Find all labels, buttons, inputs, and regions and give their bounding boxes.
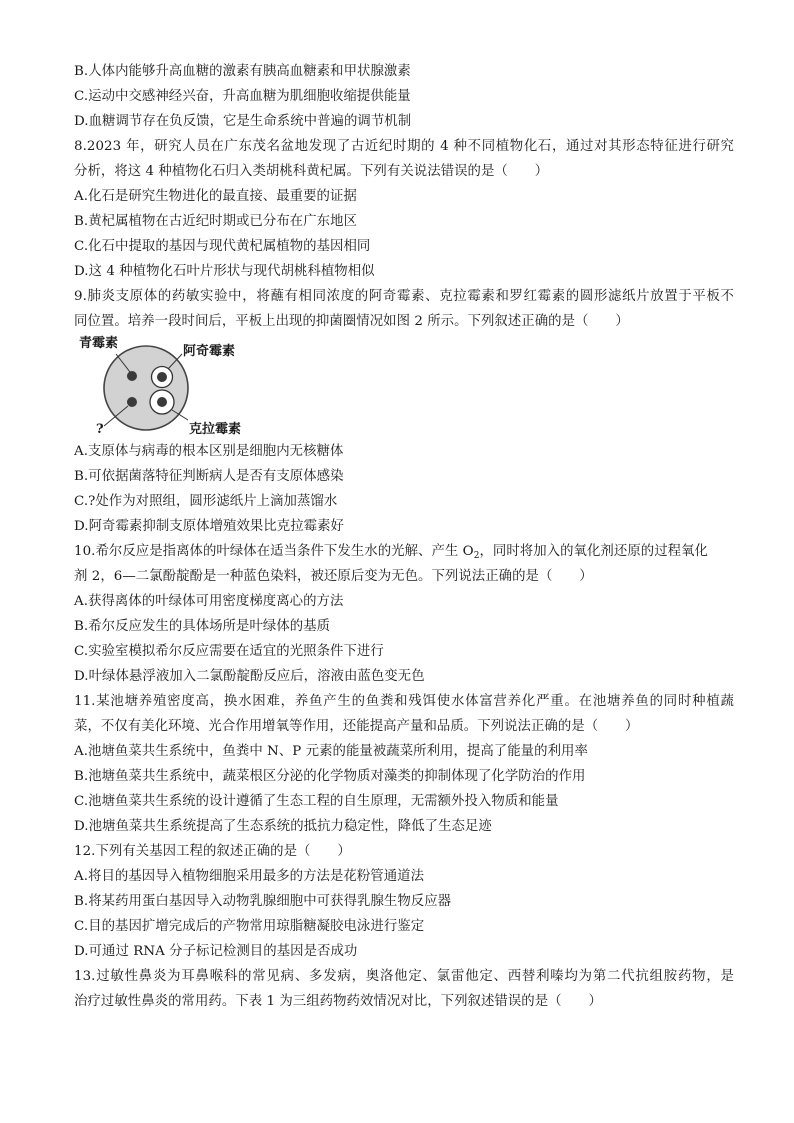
q9-option-a: A.支原体与病毒的根本区别是细胞内无核糖体: [74, 444, 344, 459]
q8-stem-line1: 8.2023 年，研究人员在广东茂名盆地发现了古近纪时期的 4 种不同植物化石，通过对其形态特征进行研究: [74, 139, 734, 154]
q9-option-d: D.阿奇霉素抑制支原体增殖效果比克拉霉素好: [74, 519, 344, 534]
q10-option-a: A.获得离体的叶绿体可用密度梯度离心的方法: [74, 594, 344, 609]
q8-option-b: B.黄杞属植物在古近纪时期或已分布在广东地区: [74, 214, 358, 229]
q8-stem-line2: 分析，将这 4 种植物化石归入类胡桃科黄杞属。下列有关说法错误的是（ ）: [74, 164, 549, 179]
label-azithromycin: 阿奇霉素: [183, 344, 236, 359]
penicillin-disc: [127, 371, 137, 381]
label-clarithromycin: 克拉霉素: [189, 422, 242, 437]
oxygen-subscript: 2: [473, 551, 480, 561]
q7-option-c: C.运动中交感神经兴奋，升高血糖为肌细胞收缩提供能量: [74, 89, 411, 104]
agar-plate: [104, 346, 188, 430]
label-unknown: ?: [96, 422, 104, 437]
unknown-disc: [127, 397, 137, 407]
q12-option-d: D.可通过 RNA 分子标记检测目的基因是否成功: [74, 944, 358, 959]
q10-stem-line2: 剂 2，6—二氯酚靛酚是一种蓝色染料，被还原后变为无色。下列说法正确的是（ ）: [74, 569, 593, 584]
q11-stem-line1: 11.某池塘养殖密度高，换水困难，养鱼产生的鱼粪和残饵使水体富营养化严重。在池塘养鱼的同时种植蔬: [74, 694, 734, 709]
plate-figure: [76, 336, 266, 440]
q12-stem: 12.下列有关基因工程的叙述正确的是（ ）: [74, 844, 351, 859]
q12-option-c: C.目的基因扩增完成后的产物常用琼脂糖凝胶电泳进行鉴定: [74, 919, 425, 934]
label-penicillin: 青霉素: [79, 336, 119, 351]
q8-option-d: D.这 4 种植物化石叶片形状与现代胡桃科植物相似: [74, 264, 375, 279]
q11-stem-line2: 菜，不仅有美化环境、光合作用增氧等作用，还能提高产量和品质。下列说法正确的是（ ）: [74, 719, 639, 734]
q10-stem-line1: [74, 543, 734, 565]
q11-option-a: A.池塘鱼菜共生系统中，鱼粪中 N、P 元素的能量被蔬菜所利用，提高了能量的利用率: [74, 744, 588, 759]
q11-option-d: D.池塘鱼菜共生系统提高了生态系统的抵抗力稳定性，降低了生态足迹: [74, 819, 492, 834]
q10-stem-line1-b: ，同时将加入的氧化剂还原的过程氧化: [479, 544, 708, 559]
q7-option-b: B.人体内能够升高血糖的激素有胰高血糖素和甲状腺激素: [74, 64, 411, 79]
q7-option-d: D.血糖调节存在负反馈，它是生命系统中普遍的调节机制: [74, 114, 412, 129]
clarithromycin-disc: [157, 397, 167, 407]
azithromycin-disc: [157, 372, 167, 382]
q9-option-c: C.?处作为对照组，圆形滤纸片上滴加蒸馏水: [74, 494, 338, 509]
q13-stem-line1: 13.过敏性鼻炎为耳鼻喉科的常见病、多发病，奥洛他定、氯雷他定、西替利嗪均为第二代抗组胺药物，是: [74, 969, 734, 984]
q10-option-d: D.叶绿体悬浮液加入二氯酚靛酚反应后，溶液由蓝色变无色: [74, 669, 425, 684]
q11-option-b: B.池塘鱼菜共生系统中，蔬菜根区分泌的化学物质对藻类的抑制体现了化学防治的作用: [74, 769, 586, 784]
q9-stem-line2: 同位置。培养一段时间后，平板上出现的抑菌圈情况如图 2 所示。下列叙述正确的是（ ）: [74, 314, 629, 329]
q10-stem-line1-a: 10.希尔反应是指离体的叶绿体在适当条件下发生水的光解、产生 O: [74, 544, 474, 559]
q12-option-a: A.将目的基因导入植物细胞采用最多的方法是花粉管通道法: [74, 869, 425, 884]
q9-stem-line1: 9.肺炎支原体的药敏实验中，将蘸有相同浓度的阿奇霉素、克拉霉素和罗红霉素的圆形滤纸片放置于平板不: [74, 289, 734, 304]
q11-option-c: C.池塘鱼菜共生系统的设计遵循了生态工程的自生原理，无需额外投入物质和能量: [74, 794, 559, 809]
q13-stem-line2: 治疗过敏性鼻炎的常用药。下表 1 为三组药物药效情况对比，下列叙述错误的是（ ）: [74, 994, 602, 1009]
q10-option-b: B.希尔反应发生的具体场所是叶绿体的基质: [74, 619, 331, 634]
q9-option-b: B.可依据菌落特征判断病人是否有支原体感染: [74, 469, 344, 484]
q8-option-c: C.化石中提取的基因与现代黄杞属植物的基因相同: [74, 239, 371, 254]
q8-option-a: A.化石是研究生物进化的最直接、最重要的证据: [74, 189, 357, 204]
q12-option-b: B.将某药用蛋白基因导入动物乳腺细胞中可获得乳腺生物反应器: [74, 894, 452, 909]
q10-option-c: C.实验室模拟希尔反应需要在适宜的光照条件下进行: [74, 644, 384, 659]
